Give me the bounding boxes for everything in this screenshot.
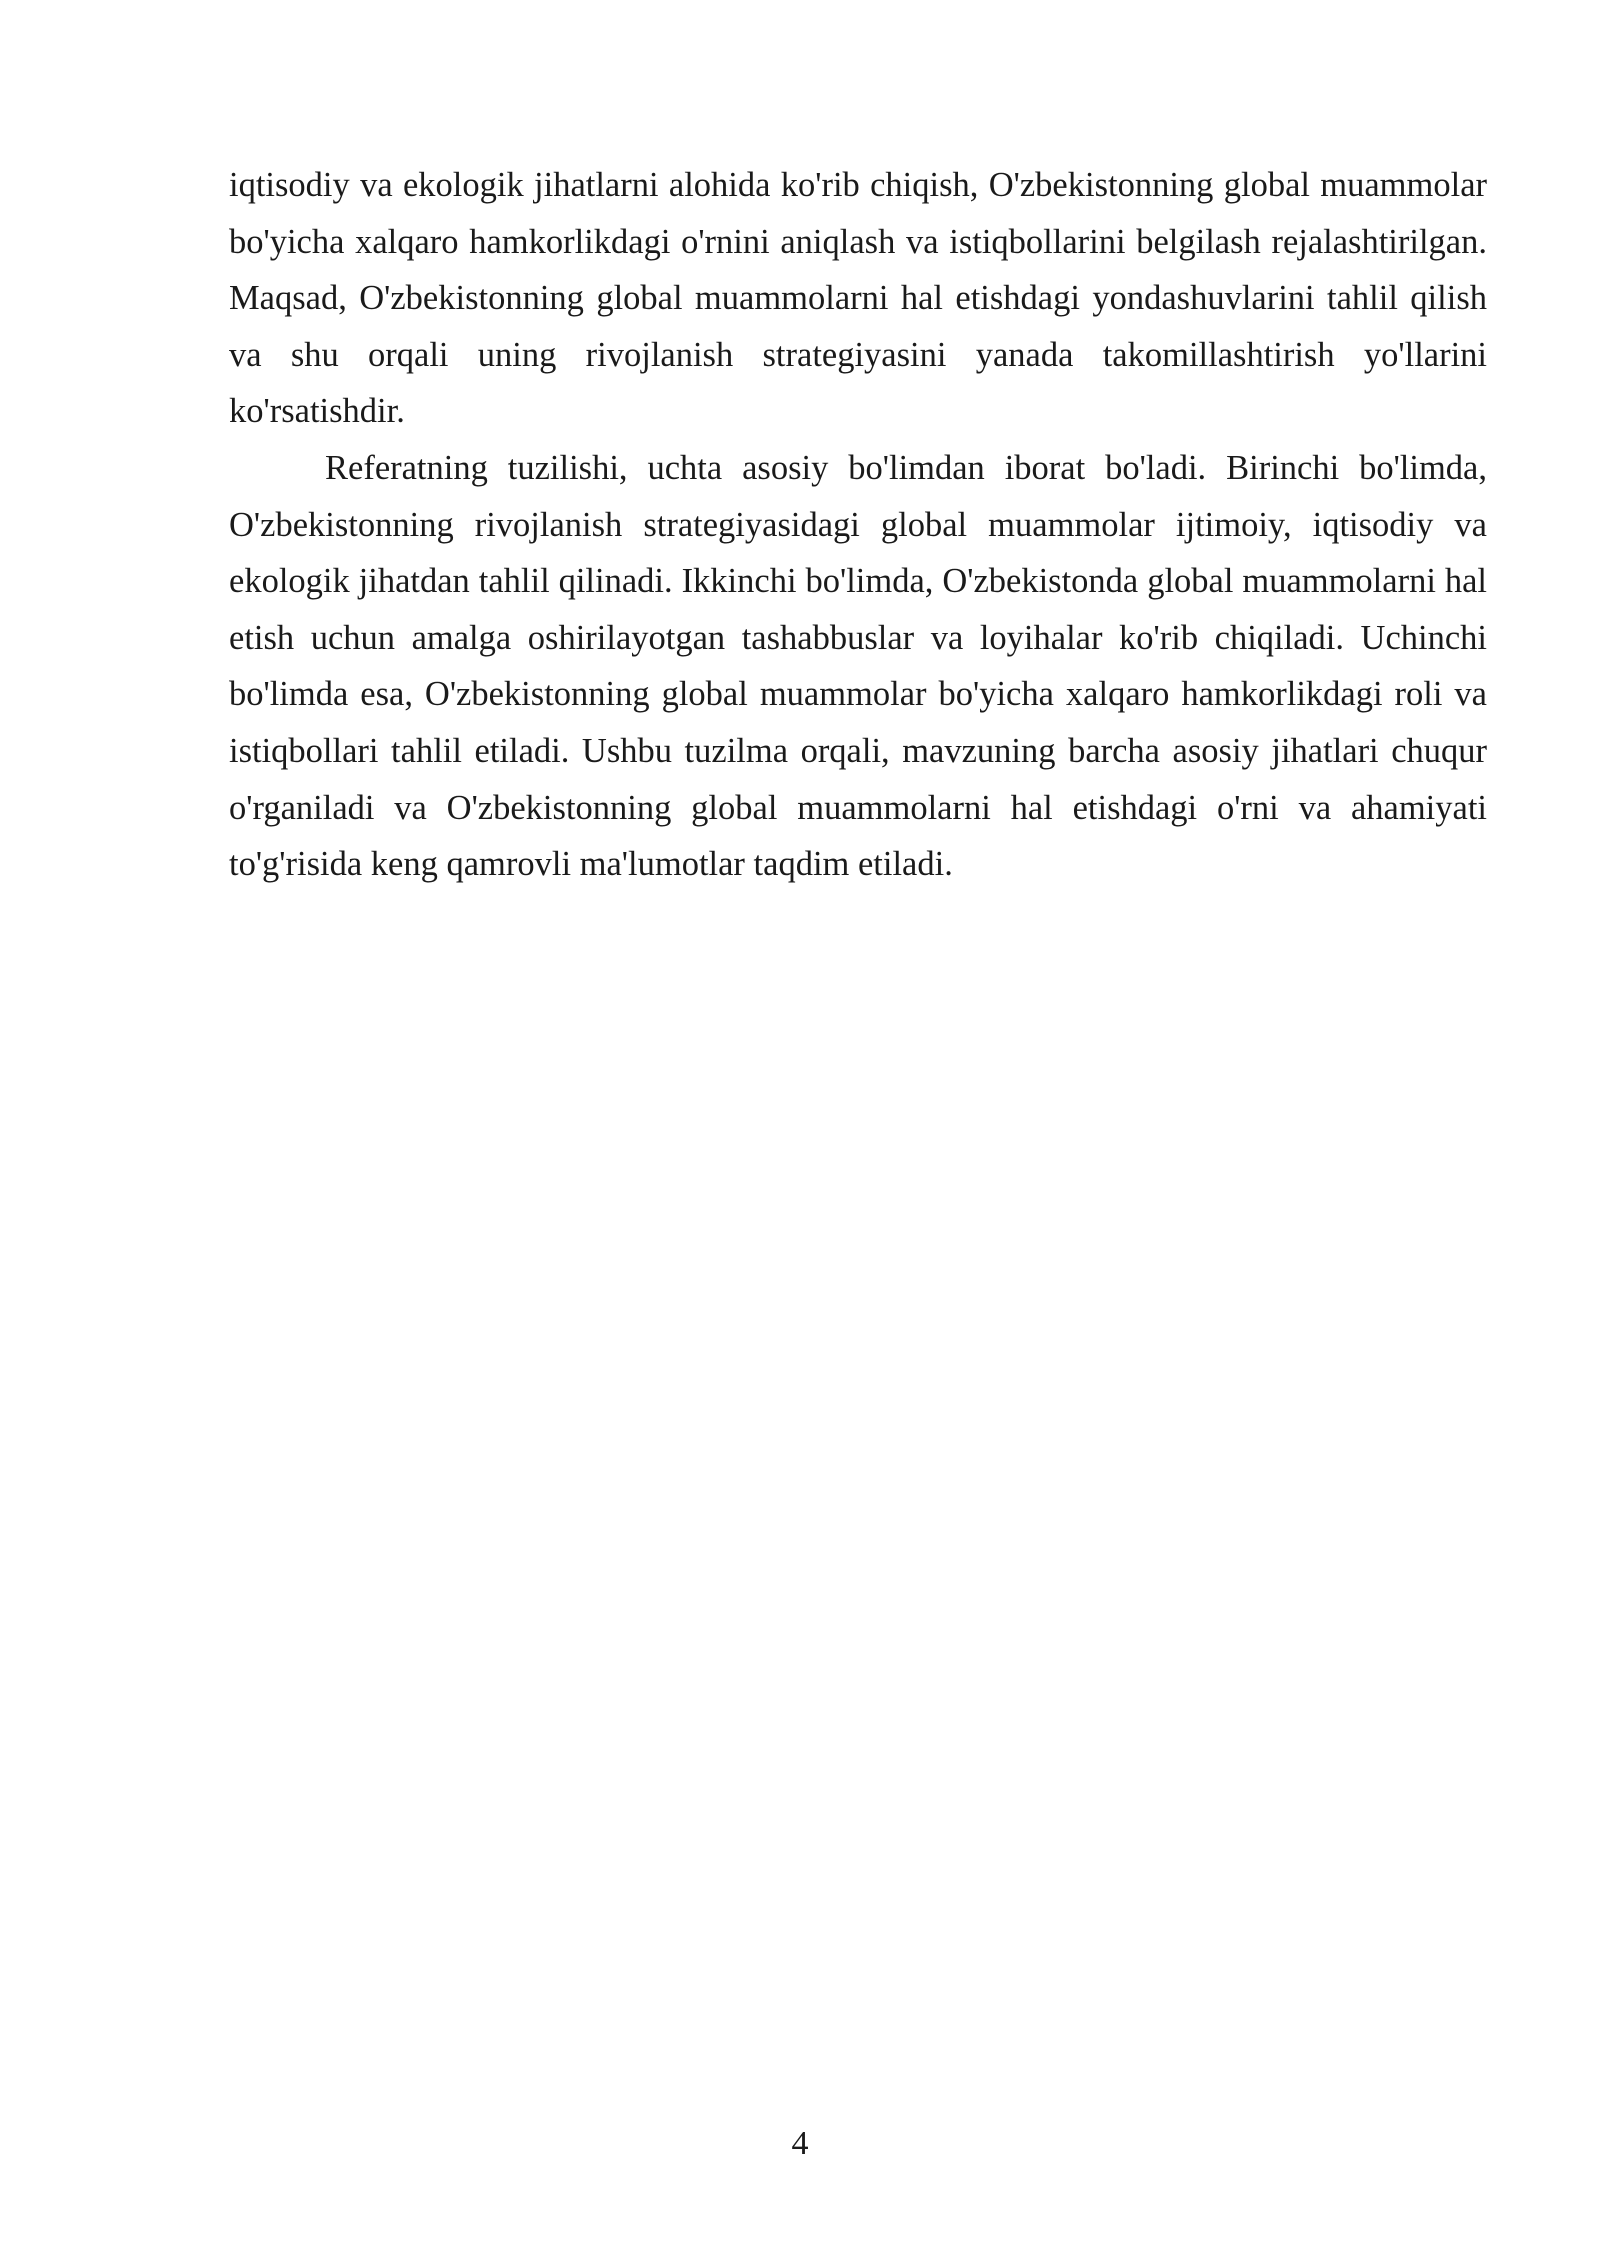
page-number: 4 <box>791 2125 809 2162</box>
paragraph-continuation: iqtisodiy va ekologik jihatlarni alohida ko'rib chiqish, O'zbekistonning global muammolar bo'yicha xalqaro hamkorlikdagi o'rnini aniqlash va istiqbollarini belgilash rejalashtirilgan. Maqsad, O'zbekistonning global muammolarni hal etishdagi yondashuvlarini tahlil qilish va shu orqali uning rivojlanish strategiyasini yanada takomillashtirish yo'llarini ko'rsatishdir. <box>229 166 1487 431</box>
paragraph-structure: Referatning tuzilishi, uchta asosiy bo'limdan iborat bo'ladi. Birinchi bo'limda, O'zbekistonning rivojlanish strategiyasidagi global muammolar ijtimoiy, iqtisodiy va ekologik jihatdan tahlil qilinadi. Ikkinchi bo'limda, O'zbekistonda global muammolarni hal etish uchun amalga oshirilayotgan tashabbuslar va loyihalar ko'rib chiqiladi. Uchinchi bo'limda esa, O'zbekistonning global muammolar bo'yicha xalqaro hamkorlikdagi roli va istiqbollari tahlil etiladi. Ushbu tuzilma orqali, mavzuning barcha asosiy jihatlari chuqur o'rganiladi va O'zbekistonning global muammolarni hal etishdagi o'rni va ahamiyati to'g'risida keng qamrovli ma'lumotlar taqdim etiladi. <box>229 448 1487 884</box>
body-text <box>229 157 1487 893</box>
